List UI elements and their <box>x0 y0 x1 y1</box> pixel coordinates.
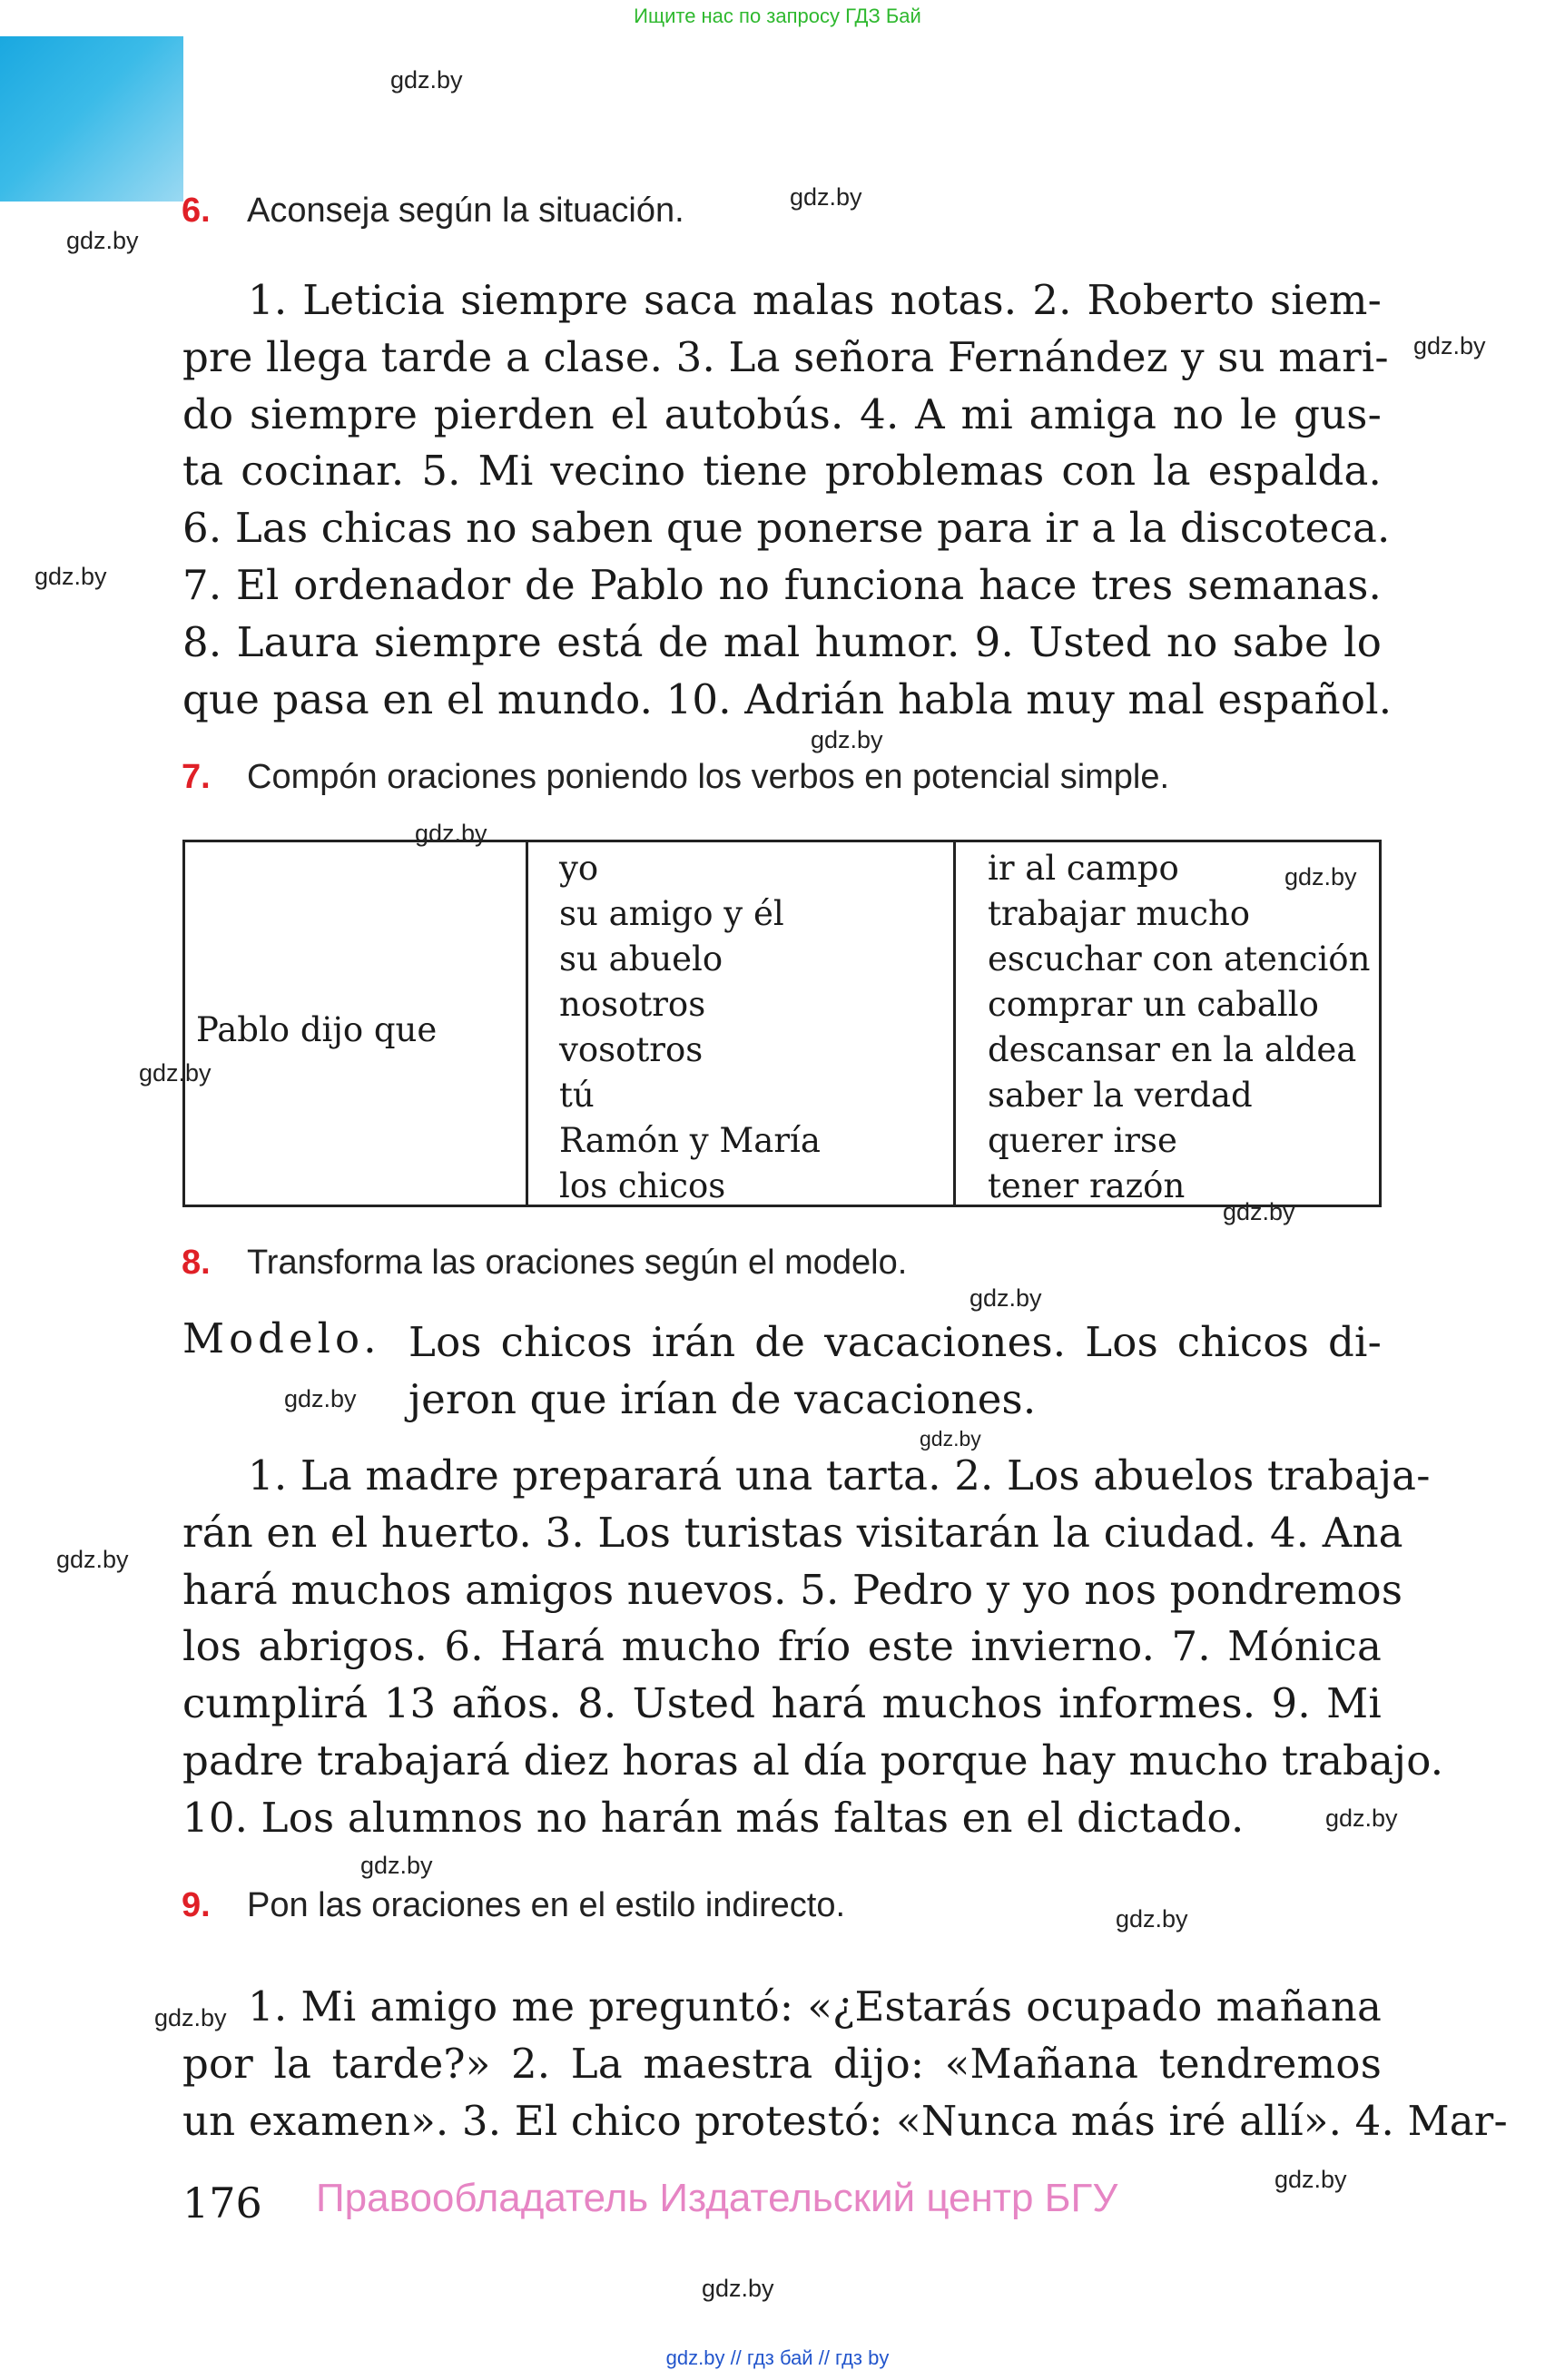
table-cell: su amigo y él <box>559 894 784 933</box>
watermark: gdz.by <box>56 1546 129 1573</box>
watermark: gdz.by <box>1413 332 1486 359</box>
watermark: gdz.by <box>790 183 862 211</box>
table-cell: yo <box>559 849 599 888</box>
watermark: gdz.by <box>34 563 107 590</box>
table-cell: descansar en la aldea <box>988 1030 1357 1069</box>
task-6-number: 6. <box>182 192 211 230</box>
watermark: gdz.by <box>811 726 883 753</box>
top-banner[interactable]: Ищите нас по запросу ГДЗ Бай <box>634 5 921 27</box>
task-7-heading: Compón oraciones poniendo los verbos en potencial simple. <box>247 758 1170 796</box>
modelo-example <box>408 1314 1382 1429</box>
watermark: gdz.by <box>390 66 463 93</box>
table-cell: nosotros <box>559 985 706 1024</box>
task-9-text <box>182 1979 1508 2149</box>
text-line: 7. El ordenador de Pablo no funciona hace tres semanas. <box>182 560 1382 609</box>
text-line: cumplirá 13 años. 8. Usted hará muchos informes. 9. Mi <box>182 1679 1382 1728</box>
bottom-links[interactable]: gdz.by // гдз бай // гдз by <box>665 2346 890 2369</box>
watermark: gdz.by <box>1223 1198 1295 1225</box>
watermark: gdz.by <box>360 1852 433 1879</box>
watermark: gdz.by <box>702 2275 774 2302</box>
text-line: 8. Laura siempre está de mal humor. 9. Usted no sabe lo <box>182 617 1382 666</box>
task-9-number: 9. <box>182 1886 211 1924</box>
table-cell: los chicos <box>559 1166 726 1205</box>
task-6-text <box>182 272 1393 728</box>
page-number: 176 <box>182 2178 262 2228</box>
table-divider <box>953 842 956 1205</box>
task-8-heading: Transforma las oraciones según el modelo. <box>247 1244 908 1282</box>
table-cell: querer irse <box>988 1121 1177 1160</box>
task-8-number: 8. <box>182 1244 211 1282</box>
watermark: gdz.by <box>154 2004 227 2031</box>
watermark: gdz.by <box>1284 863 1357 890</box>
task-7-number: 7. <box>182 758 211 796</box>
task-6-heading: Aconseja según la situación. <box>247 192 684 230</box>
verb-table <box>182 840 1382 1207</box>
text-line: un examen». 3. El chico protestó: «Nunca más iré allí». 4. Mar- <box>182 2096 1508 2145</box>
text-line: ta cocinar. 5. Mi vecino tiene problemas con la espalda. <box>182 447 1382 496</box>
table-cell: ir al campo <box>988 849 1179 888</box>
text-line: 10. Los alumnos no harán más faltas en el dictado. <box>182 1793 1245 1842</box>
watermark: gdz.by <box>920 1427 981 1451</box>
text-line: los abrigos. 6. Hará mucho frío este invierno. 7. Mónica <box>182 1622 1382 1671</box>
text-line: 1. Mi amigo me preguntó: «¿Estarás ocupado mañana <box>248 1982 1382 2031</box>
copyright-owner: Правообладатель Издательский центр БГУ <box>316 2176 1118 2220</box>
table-cell: escuchar con atención <box>988 939 1371 979</box>
text-line: 1. La madre preparará una tarta. 2. Los abuelos trabaja- <box>248 1451 1431 1500</box>
table-cell: saber la verdad <box>988 1076 1253 1115</box>
watermark: gdz.by <box>1275 2166 1347 2193</box>
text-line: por la tarde?» 2. La maestra dijo: «Mañana tendremos <box>182 2039 1382 2088</box>
text-line: que pasa en el mundo. 10. Adrián habla muy mal español. <box>182 674 1393 723</box>
watermark: gdz.by <box>1325 1805 1398 1832</box>
table-cell: tú <box>559 1076 595 1115</box>
table-divider <box>526 842 528 1205</box>
watermark: gdz.by <box>66 227 139 254</box>
watermark: gdz.by <box>969 1284 1042 1312</box>
table-cell: comprar un caballo <box>988 985 1319 1024</box>
table-cell: vosotros <box>559 1030 704 1069</box>
corner-decoration <box>0 36 183 202</box>
text-line: Los chicos irán de vacaciones. Los chicos di- <box>408 1318 1382 1366</box>
watermark: gdz.by <box>1116 1905 1188 1933</box>
text-line: 1. Leticia siempre saca malas notas. 2. Roberto siem- <box>248 276 1382 324</box>
text-line: pre llega tarde a clase. 3. La señora Fernández y su mari- <box>182 332 1389 381</box>
watermark: gdz.by <box>284 1385 357 1412</box>
task-8-text <box>182 1448 1444 1847</box>
table-cell: trabajar mucho <box>988 894 1251 933</box>
text-line: jeron que irían de vacaciones. <box>408 1374 1037 1423</box>
text-line: 6. Las chicas no saben que ponerse para ir a la discoteca. <box>182 504 1391 553</box>
text-line: rán en el huerto. 3. Los turistas visitarán la ciudad. 4. Ana <box>182 1508 1403 1557</box>
watermark: gdz.by <box>415 820 487 847</box>
text-line: padre trabajará diez horas al día porque hay mucho trabajo. <box>182 1736 1444 1785</box>
table-cell: su abuelo <box>559 939 723 979</box>
task-9-heading: Pon las oraciones en el estilo indirecto. <box>247 1886 846 1924</box>
table-cell: tener razón <box>988 1166 1186 1205</box>
table-verb-column <box>988 846 1370 1209</box>
table-pronoun-column <box>559 846 821 1209</box>
text-line: hará muchos amigos nuevos. 5. Pedro y yo nos pondremos <box>182 1565 1403 1614</box>
text-line: do siempre pierden el autobús. 4. A mi amiga no le gus- <box>182 389 1382 438</box>
modelo-label: Modelo. <box>182 1314 381 1362</box>
table-subject-cell: Pablo dijo que <box>196 1010 438 1049</box>
table-cell: Ramón y María <box>559 1121 821 1160</box>
watermark: gdz.by <box>139 1059 212 1087</box>
